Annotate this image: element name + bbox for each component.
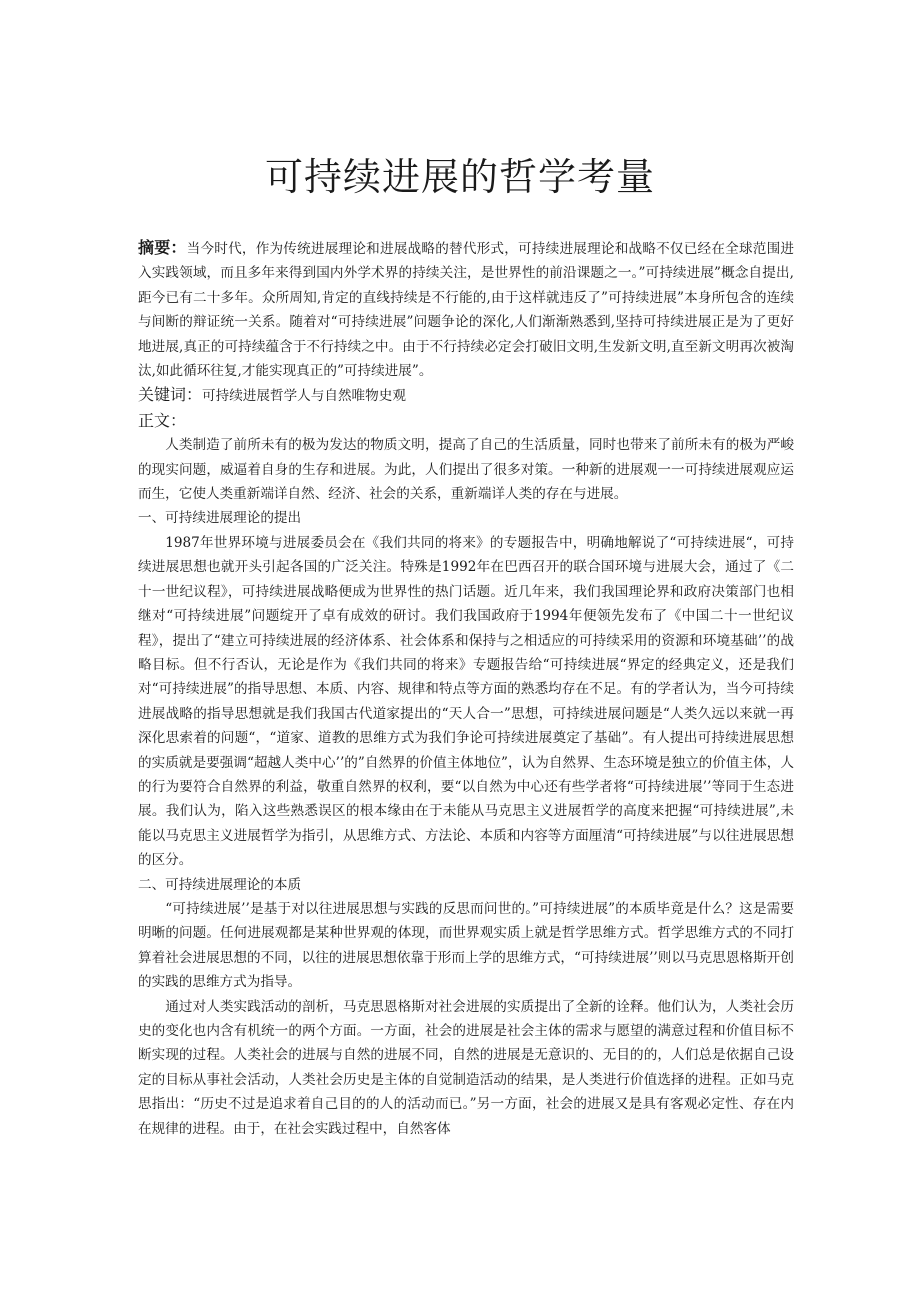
document-body [138,236,794,1141]
keywords-text: 可持续进展哲学人与自然唯物史观 [202,388,406,405]
section-heading-2: 二、可持续进展理论的本质 [138,876,302,893]
paragraph-section1: 1987年世界环境与进展委员会在《我们共同的将来》的专题报告中，明确地解说了“可持续进展“，可持续进展思想也就开头引起各国的广泛关注。特殊是1992年在巴西召开的联合国环境与进展大会，通过了《二十一世纪议程》，可持续进展战略便成为世界性的热门话题。近几年来，我们我国理论界和政府决策部门也相继对“可持续进展”问题绽开了卓有成效的研讨。我们我国政府于1994年便领先发布了《中国二十一世纪议程》，提出了“建立可持续进展的经济体系、社会体系和保持与之相适应的可持续采用的资源和环境基础’’的战略目标。但不行否认，无论是作为《我们共同的将来》专题报告给“可持续进展“界定的经典定义，还是我们对“可持续进展”的指导思想、本质、内容、规律和特点等方面的熟悉均存在不足。有的学者认为，当今可持续进展战略的指导思想就是我们我国古代道家提出的“天人合一”思想，可持续进展问题是“人类久远以来就一再深化思索着的问题“，“道家、道教的思维方式为我们争论可持续进展奠定了基础”。有人提出可持续进展思想的实质就是要强调“超越人类中心’’的”自然界的价值主体地位”，认为自然界、生态环境是独立的价值主体，人的行为要符合自然界的利益，敬重自然界的权利，要“以自然为中心还有些学者将“可持续进展’’等同于生态进展。我们认为，陷入这些熟悉误区的根本缘由在于未能从马克思主义进展哲学的高度来把握“可持续进展”,未能以马克思主义进展哲学为指引，从思维方式、方法论、本质和内容等方面厘清“可持续进展”与以往进展思想的区分。 [138,534,794,869]
document-title: 可持续进展的哲学考量 [264,155,655,199]
paragraph-section2-b: 通过对人类实践活动的剖析，马克思恩格斯对社会进展的实质提出了全新的诠释。他们认为，人类社会历史的变化也内含有机统一的两个方面。一方面，社会的进展是社会主体的需求与愿望的满意过程和价值目标不断实现的过程。人类社会的进展与自然的进展不同，自然的进展是无意识的、无目的的，人们总是依据自己设定的目标从事社会活动，人类社会历史是主体的自觉制造活动的结果，是人类进行价值选择的进程。正如马克思指出：“历史不过是追求着自己目的的人的活动而已。”另一方面，社会的进展又是具有客观必定性、存在内在规律的进程。由于，在社会实践过程中，自然客体 [138,998,794,1137]
abstract-text: 当今时代，作为传统进展理论和进展战略的替代形式，可持续进展理论和战略不仅已经在全球范围进入实践领域，而且多年来得到国内外学术界的持续关注，是世界性的前沿课题之一。”可持续进展”概念自提出,距今已有二十多年。众所周知,肯定的直线持续是不行能的,由于这样就违反了”可持续进展”本身所包含的连续与间断的辩证统一关系。随着对“可持续进展”问题争论的深化,人们渐渐熟悉到,坚持可持续进展正是为了更好地进展,真正的可持续蕴含于不行持续之中。由于不行持续必定会打破旧文明,生发新文明,直至新文明再次被淘汰,如此循环往复,才能实现真正的”可持续进展”。 [138,241,794,380]
keywords [138,383,794,408]
abstract-label: 摘要： [138,238,187,257]
keywords-label: 关键词： [138,385,203,405]
paragraph-section2-a: “可持续进展’’是基于对以往进展思想与实践的反思而问世的。”可持续进展”的本质毕竟是什么？这是需要明晰的问题。任何进展观都是某种世界观的体现，而世界观实质上就是哲学思维方式。哲学思维方式的不同打算着社会进展思想的不同，以往的进展思想依靠于形而上学的思维方式，“可持续进展’’则以马克思恩格斯开创的实践的思维方式为指导。 [138,900,794,991]
paragraph-intro: 人类制造了前所未有的极为发达的物质文明，提高了自己的生活质量，同时也带来了前所未有的极为严峻的现实问题，威逼着自身的生存和进展。为此，人们提出了很多对策。一种新的进展观一一可持续进展观应运而生，它使人类重新端详自然、经济、社会的关系，重新端详人类的存在与进展。 [138,437,794,503]
abstract [138,236,794,383]
section-heading-1: 一、可持续进展理论的提出 [138,510,302,527]
main-text-label: 正文： [138,410,187,430]
